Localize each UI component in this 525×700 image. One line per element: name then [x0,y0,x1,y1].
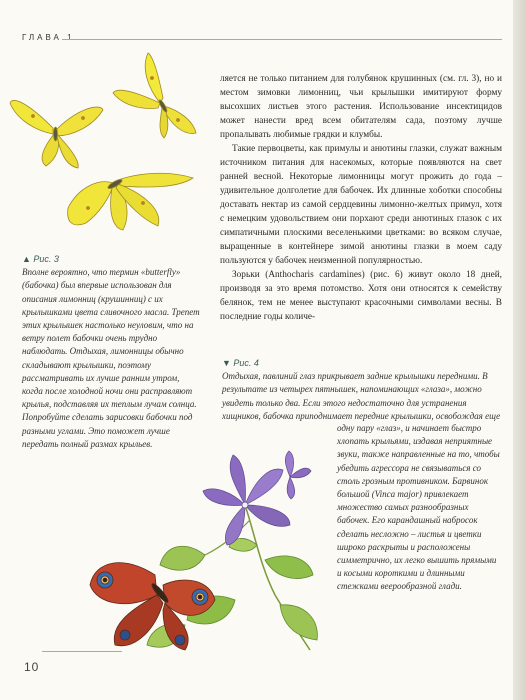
vinca-flower-2 [285,451,311,499]
page-edge-shadow [513,0,525,700]
brimstone-butterflies-illustration [8,48,213,248]
figure-3-label: ▲ Рис. 3 [22,254,59,264]
figure-4-label: ▼ Рис. 4 [222,358,259,368]
butterfly-1 [10,100,103,168]
header-rule [62,39,502,40]
right-column-text [220,72,502,324]
peacock-vinca-illustration [85,425,340,655]
figure-4-caption-wrap: одну пару «глаз», и начинает быстро хлопать крыльями, издавая неприятные звуки, также направленные на то, чтобы убедить агрессора не связываться со столь грозным противником. Барвинок большой (Vinca major) привлекает множество самых разнообразных бабочек. Его карандашный набросок сделать несложно – листья и цветки широко раскрыты и расположены симметрично, их легко вышить прямыми и косыми короткими и длинными стежками веерообразной глади. [337,423,500,592]
butterfly-2 [113,53,196,138]
figure-3-caption-block [22,253,200,451]
footer-rule [42,651,122,652]
chapter-header: ГЛАВА 1 [22,33,75,42]
figure-3-caption: Вполне вероятно, что термин «butterfly» (бабочка) был впервые использован для описания лимонниц (крушинниц) с их крылышками цвета сливочного масла. Трепет этих крылышек настолько неуловим, что на ветру полет бабочки очень трудно наблюдать. Отдыхая, лимонницы обычно складывают крылышки, поэтому рассматривать их лучше ранним утром, когда после холодной ночи они расправляют крылья, подставляя их теплым лучам солнца. Попробуйте сделать зарисовки бабочки под разными углами. Это поможет лучше передать полный размах крыльев. [22,267,200,449]
figure-4-caption-top: Отдыхая, павлиний глаз прикрывает задние крылышки передними. В результате из четырех пятнышек, напоминающих «глаза», можно увидеть только два. Если этого недостаточно для устранения хищников, бабочка приподнимает передние крылышки, освобождая еще [222,371,501,421]
paragraph: ляется не только питанием для голубянок крушинных (см. гл. 3), но и местом зимовки лимонниц, чьи крылышки имитируют форму высохших листьев этого растения. Использование инсектицидов может нанести вред всем обитателям сада, поэтому лучше пропалывать любимые грядки и клумбы. [220,74,502,140]
figure-4-caption-block [222,357,504,423]
butterfly-3 [68,173,193,230]
paragraph: Такие первоцветы, как примулы и анютины глазки, служат важным источником питания для насекомых, которые появляются на свет ранней весной. Некоторые лимонницы могут прожить до года – удивительное долголетие для бабочек. Их длинные хоботки способны доставать нектар из самой сердцевины лимонно-желтых примул, хотя с немецким удовольствием они порхают среди анютиных глазок с их симпатичными плоскими веселенькими цветками: во всяком случае, выращенные в контейнере зимой анютины глазки в моем саду пользуются у бабочек неизменной популярностью. [220,144,502,266]
vinca-flower-1 [203,455,290,545]
page-number: 10 [24,660,40,674]
paragraph: Зорьки (Anthocharis cardamines) (рис. 6) живут около 18 дней, производя за это время потомство. Хотя они относятся к семейству белянок, тем не менее выступают красочными символами весны. В последние годы количе- [220,270,502,322]
